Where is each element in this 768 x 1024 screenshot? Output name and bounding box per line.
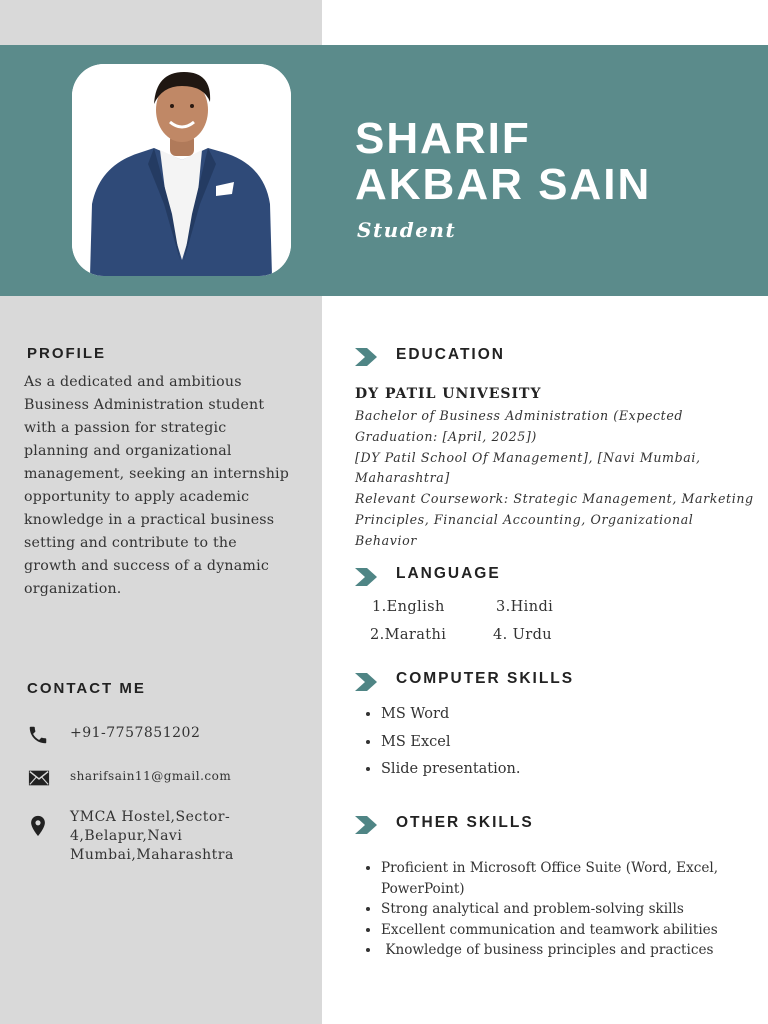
education-coursework: Relevant Coursework: Strategic Management, Marketing Principles, Financial Accounting, Organizational Behavior — [355, 491, 754, 548]
computer-skills-heading: COMPUTER SKILLS — [396, 670, 575, 687]
profile-heading: PROFILE — [27, 345, 107, 362]
language-item: 3.Hindi — [496, 599, 554, 615]
job-title: Student — [357, 218, 457, 242]
computer-skills-list — [360, 701, 520, 784]
candidate-name — [355, 116, 651, 208]
name-line-2: AKBAR SAIN — [355, 160, 652, 209]
person-photo-illustration — [72, 64, 291, 276]
education-school: DY PATIL UNIVESITY — [355, 386, 542, 402]
education-degree: Bachelor of Business Administration (Expected Graduation: [April, 2025]) — [355, 408, 684, 444]
language-heading: LANGUAGE — [396, 565, 501, 582]
list-item: • MS Excel — [381, 729, 520, 757]
profile-photo — [72, 64, 291, 276]
other-skills-heading: OTHER SKILLS — [396, 814, 534, 831]
language-item: 4. Urdu — [493, 627, 553, 643]
email-address: sharifsain11@gmail.com — [70, 769, 232, 783]
name-line-1: SHARIF — [355, 114, 531, 163]
list-item: • Excellent communication and teamwork abilities — [381, 920, 751, 941]
education-chevron-icon — [355, 348, 381, 366]
language-item: 1.English — [372, 599, 445, 615]
education-location: [DY Patil School Of Management], [Navi Mumbai, Maharashtra] — [355, 449, 701, 486]
home-address: YMCA Hostel,Sector-4,Belapur,Navi Mumbai,Maharashtra — [70, 809, 234, 863]
contact-heading: CONTACT ME — [27, 680, 146, 697]
computer-skills-chevron-icon — [355, 673, 381, 691]
list-item: • Strong analytical and problem-solving skills — [381, 899, 751, 920]
education-heading: EDUCATION — [396, 346, 505, 363]
other-skills-chevron-icon — [355, 816, 381, 834]
list-item: • Slide presentation. — [381, 756, 520, 784]
list-item: • Knowledge of business principles and practices — [381, 940, 751, 961]
phone-icon — [27, 724, 49, 746]
map-pin-icon — [27, 815, 49, 837]
list-item: • MS Word — [381, 701, 520, 729]
profile-text: As a dedicated and ambitious Business Administration student with a passion for strategic planning and organizational management, seeking an internship opportunity to apply academic knowledge in a practical business setting and contribute to the growth and success of a dynamic organization. — [24, 374, 290, 597]
education-details — [355, 406, 755, 552]
other-skills-list — [360, 858, 751, 961]
language-item: 2.Marathi — [370, 627, 447, 643]
phone-number: +91-7757851202 — [70, 725, 201, 741]
language-chevron-icon — [355, 568, 381, 586]
envelope-icon — [27, 767, 51, 789]
list-item: • Proficient in Microsoft Office Suite (Word, Excel, PowerPoint) — [381, 858, 751, 899]
